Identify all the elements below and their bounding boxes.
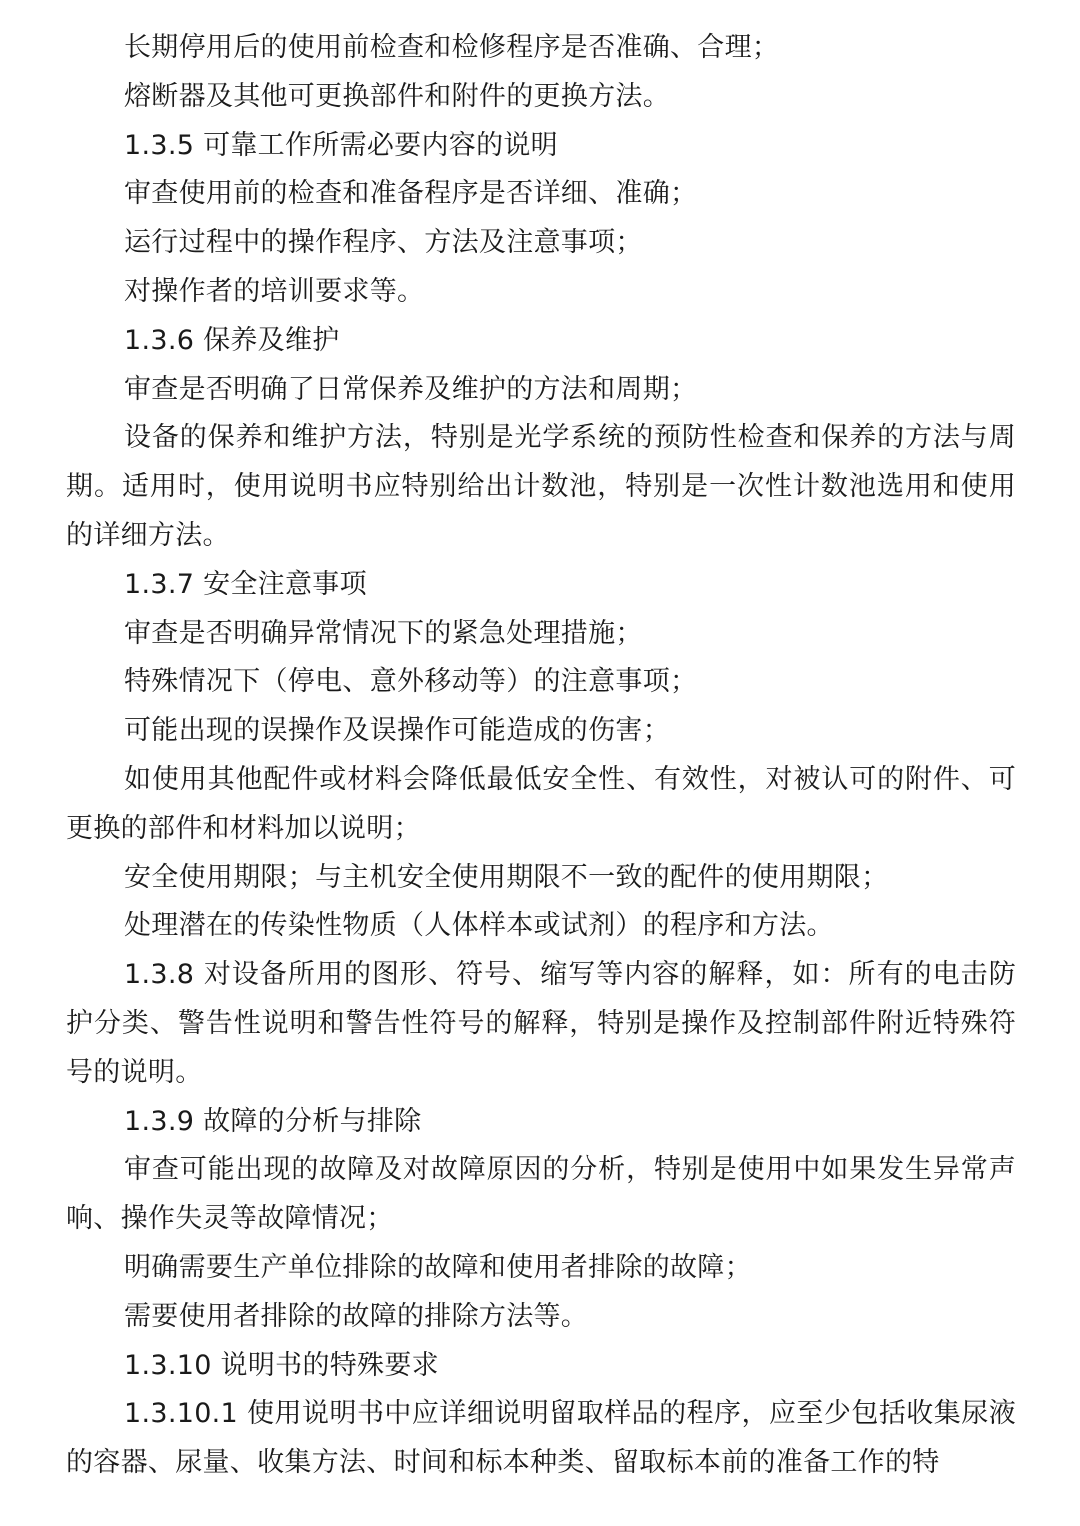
paragraph: 运行过程中的操作程序、方法及注意事项；	[124, 227, 643, 259]
paragraph: 明确需要生产单位排除的故障和使用者排除的故障；	[124, 1251, 752, 1283]
section-heading-1-3-6: 1.3.6 保养及维护	[124, 324, 340, 356]
paragraph: 对操作者的培训要求等。	[124, 275, 425, 307]
paragraph: 需要使用者排除的故障的排除方法等。	[124, 1300, 589, 1332]
document-page	[66, 24, 1016, 1488]
paragraph: 处理潜在的传染性物质（人体样本或试剂）的程序和方法。	[124, 910, 834, 942]
paragraph: 可能出现的误操作及误操作可能造成的伤害；	[124, 715, 670, 747]
paragraph: 特殊情况下（停电、意外移动等）的注意事项；	[124, 666, 698, 698]
section-heading-1-3-10: 1.3.10 说明书的特殊要求	[124, 1349, 439, 1381]
section-heading-1-3-9: 1.3.9 故障的分析与排除	[124, 1105, 422, 1137]
paragraph: 审查是否明确了日常保养及维护的方法和周期；	[124, 373, 698, 405]
section-heading-1-3-10-1: 1.3.10.1 使用说明书中应详细说明留取样品的程序，应至少包括收集尿液的容器、尿量、收集方法、时间和标本种类、留取标本前的准备工作的特	[66, 1398, 1016, 1479]
section-heading-1-3-7: 1.3.7 安全注意事项	[124, 568, 367, 600]
section-heading-1-3-8: 1.3.8 对设备所用的图形、符号、缩写等内容的解释，如：所有的电击防护分类、警告性说明和警告性符号的解释，特别是操作及控制部件附近特殊符号的说明。	[66, 959, 1016, 1088]
paragraph: 如使用其他配件或材料会降低最低安全性、有效性，对被认可的附件、可更换的部件和材料加以说明；	[66, 763, 1016, 844]
paragraph: 审查可能出现的故障及对故障原因的分析，特别是使用中如果发生异常声响、操作失灵等故障情况；	[66, 1154, 1016, 1235]
paragraph: 熔断器及其他可更换部件和附件的更换方法。	[124, 80, 670, 112]
paragraph: 安全使用期限；与主机安全使用期限不一致的配件的使用期限；	[124, 861, 889, 893]
section-heading-1-3-5: 1.3.5 可靠工作所需必要内容的说明	[124, 129, 558, 161]
paragraph: 设备的保养和维护方法，特别是光学系统的预防性检查和保养的方法与周期。适用时，使用说明书应特别给出计数池，特别是一次性计数池选用和使用的详细方法。	[66, 422, 1016, 551]
paragraph: 审查使用前的检查和准备程序是否详细、准确；	[124, 178, 698, 210]
paragraph: 审查是否明确异常情况下的紧急处理措施；	[124, 617, 643, 649]
paragraph: 长期停用后的使用前检查和检修程序是否准确、合理；	[124, 32, 780, 63]
